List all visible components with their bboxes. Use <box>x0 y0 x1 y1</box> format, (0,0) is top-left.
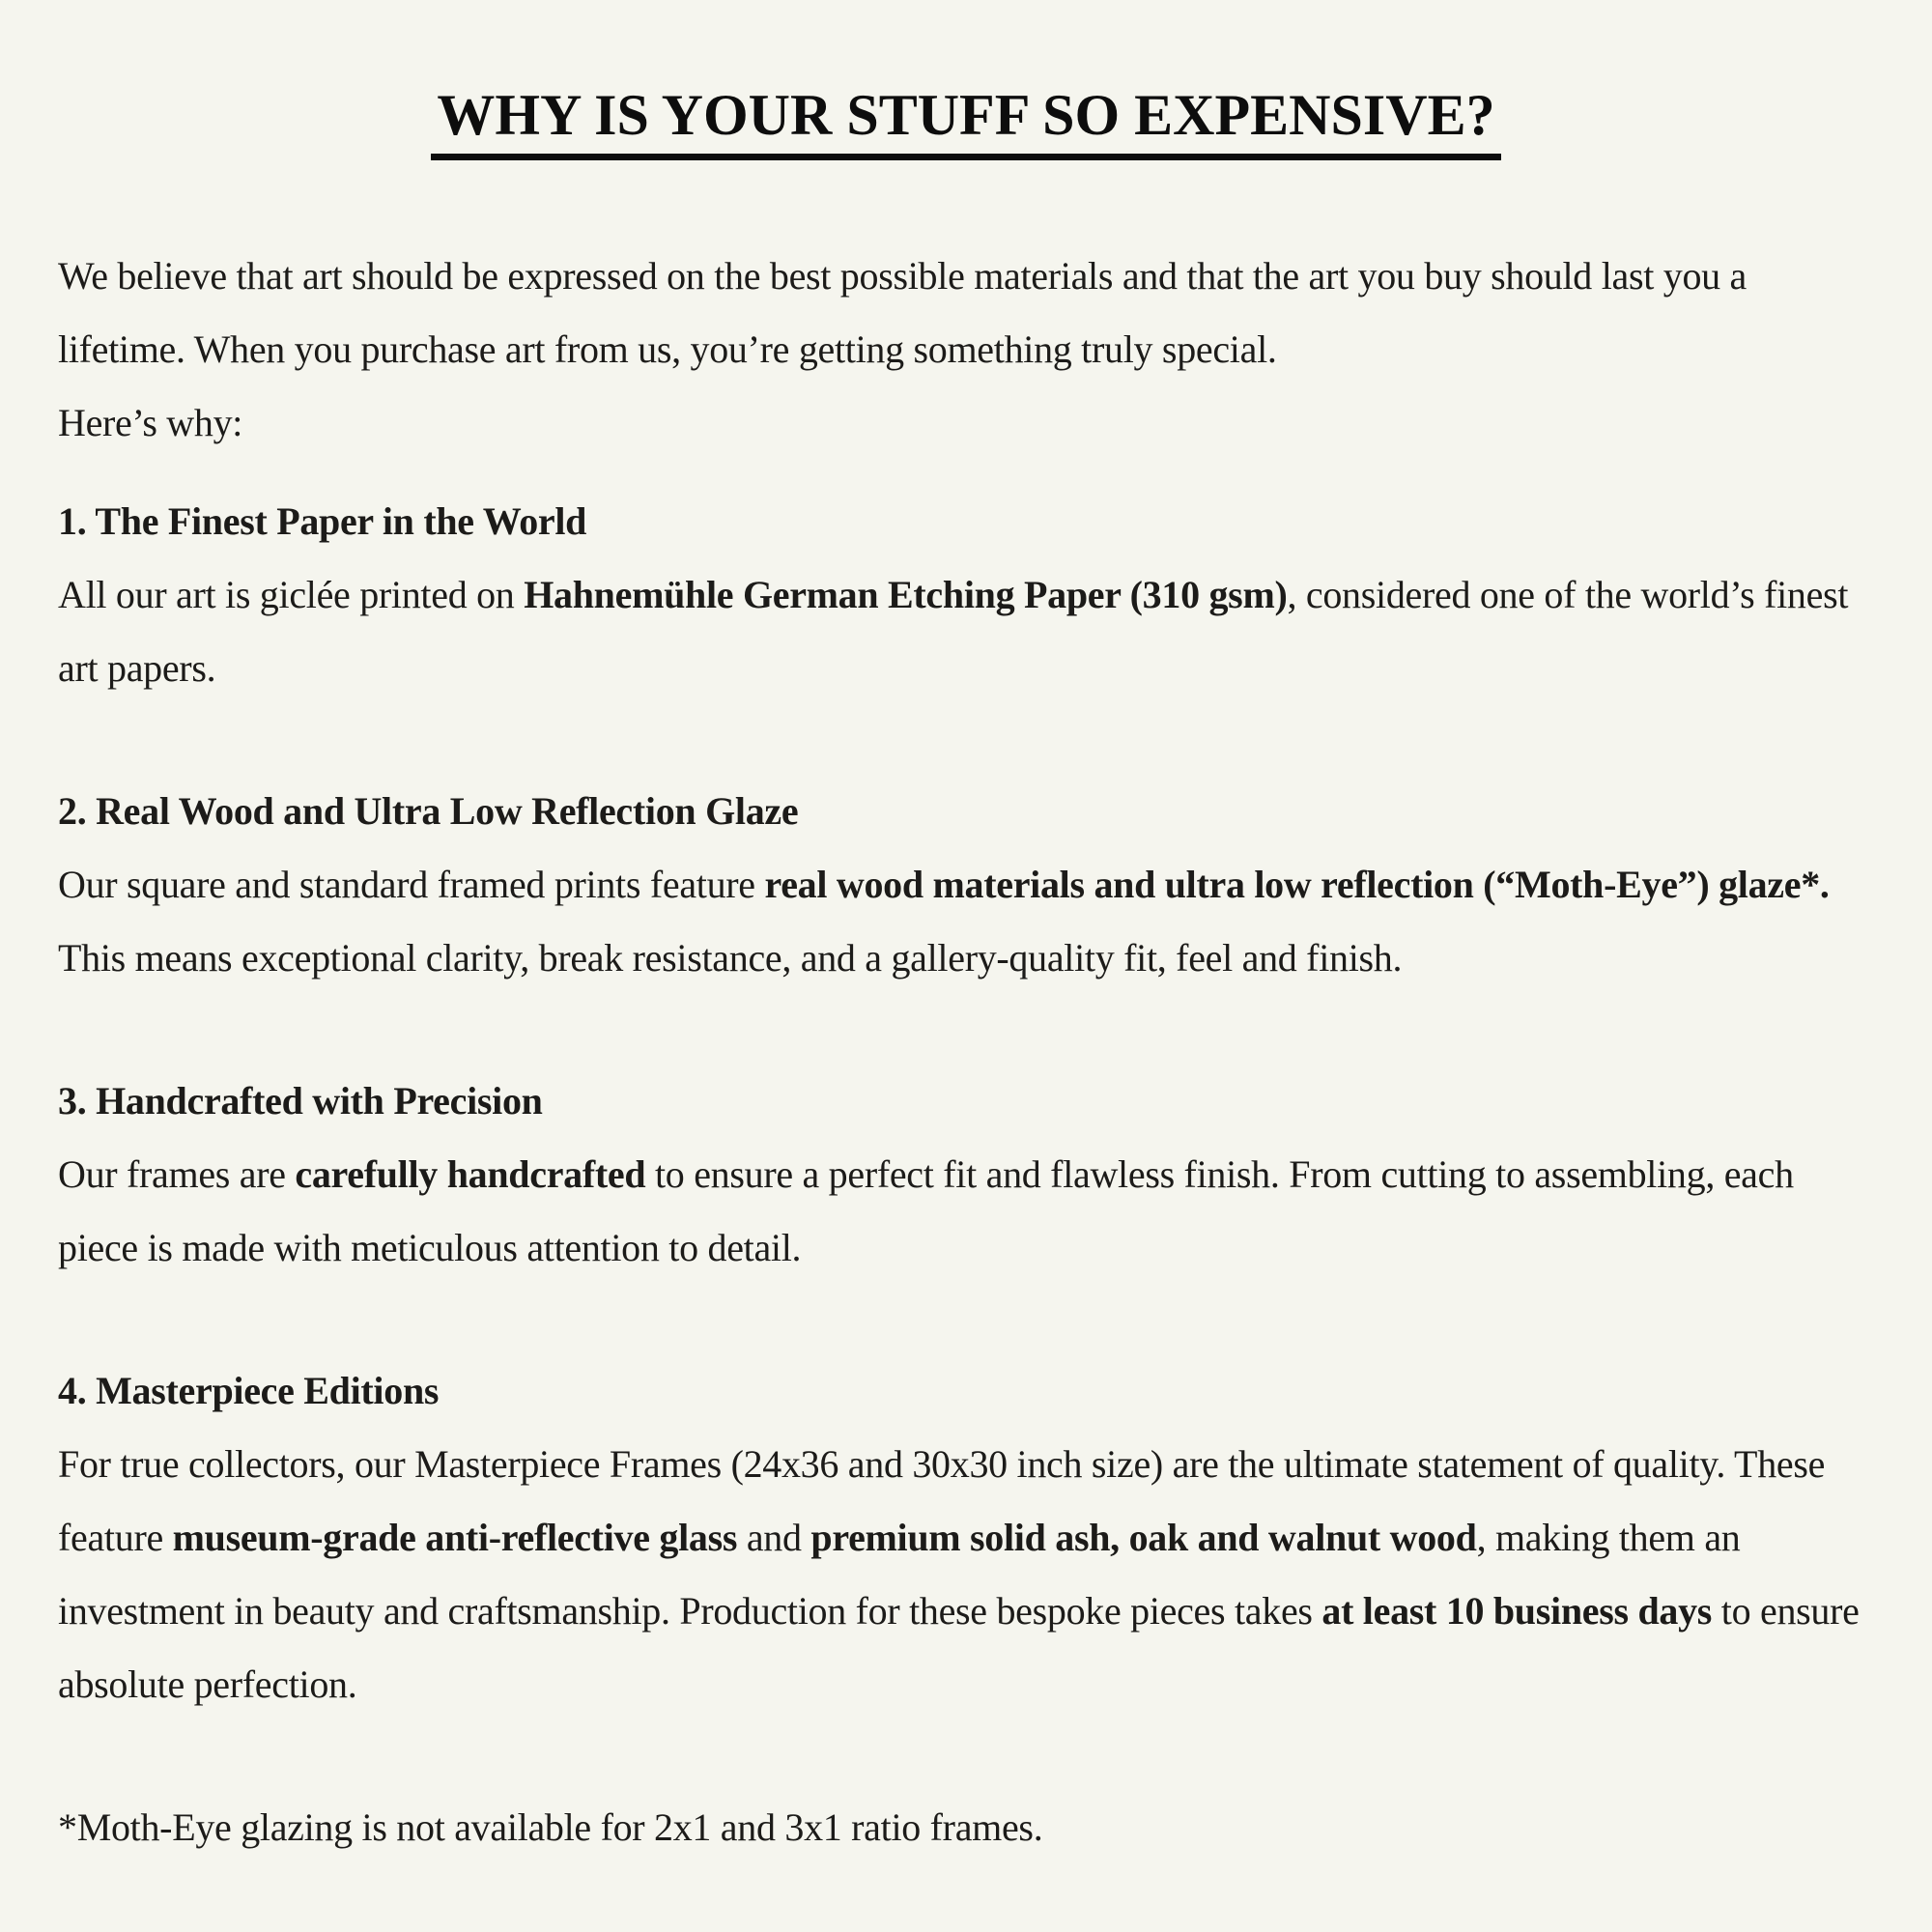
section-real-wood-glaze <box>58 775 1874 995</box>
section-finest-paper <box>58 485 1874 705</box>
title-area <box>58 0 1874 160</box>
section-body: For true collectors, our Masterpiece Frames (24x36 and 30x30 inch size) are the ultimate statement of quality. These feature museum-grade anti-reflective glass and premium solid ash, oak and walnut wood, making them an investment in beauty and craftsmanship. Production for these bespoke pieces takes at least 10 business days to ensure absolute perfection. <box>58 1442 1860 1706</box>
section-masterpiece-editions <box>58 1354 1874 1721</box>
intro-paragraph: We believe that art should be expressed on the best possible materials and that the art you buy should last you a lifetime. When you purchase art from us, you’re getting something truly special. Here’s why: <box>58 254 1747 444</box>
section-heading: 3. Handcrafted with Precision <box>58 1079 543 1122</box>
section-body: Our frames are carefully handcrafted to ensure a perfect fit and flawless finish. From cutting to assembling, each piece is made with meticulous attention to detail. <box>58 1152 1794 1269</box>
section-body: Our square and standard framed prints feature real wood materials and ultra low reflection (“Moth-Eye”) glaze*. This means exceptional clarity, break resistance, and a gallery-quality fit, feel and finish. <box>58 863 1830 980</box>
page-title: WHY IS YOUR STUFF SO EXPENSIVE? <box>431 85 1500 160</box>
footnote: *Moth-Eye glazing is not available for 2x1 and 3x1 ratio frames. <box>58 1805 1043 1849</box>
section-heading: 1. The Finest Paper in the World <box>58 499 587 543</box>
section-heading: 2. Real Wood and Ultra Low Reflection Glaze <box>58 789 799 833</box>
section-body: All our art is giclée printed on Hahnemühle German Etching Paper (310 gsm), considered one of the world’s finest art papers. <box>58 573 1849 690</box>
section-handcrafted <box>58 1065 1874 1285</box>
section-heading: 4. Masterpiece Editions <box>58 1369 440 1412</box>
